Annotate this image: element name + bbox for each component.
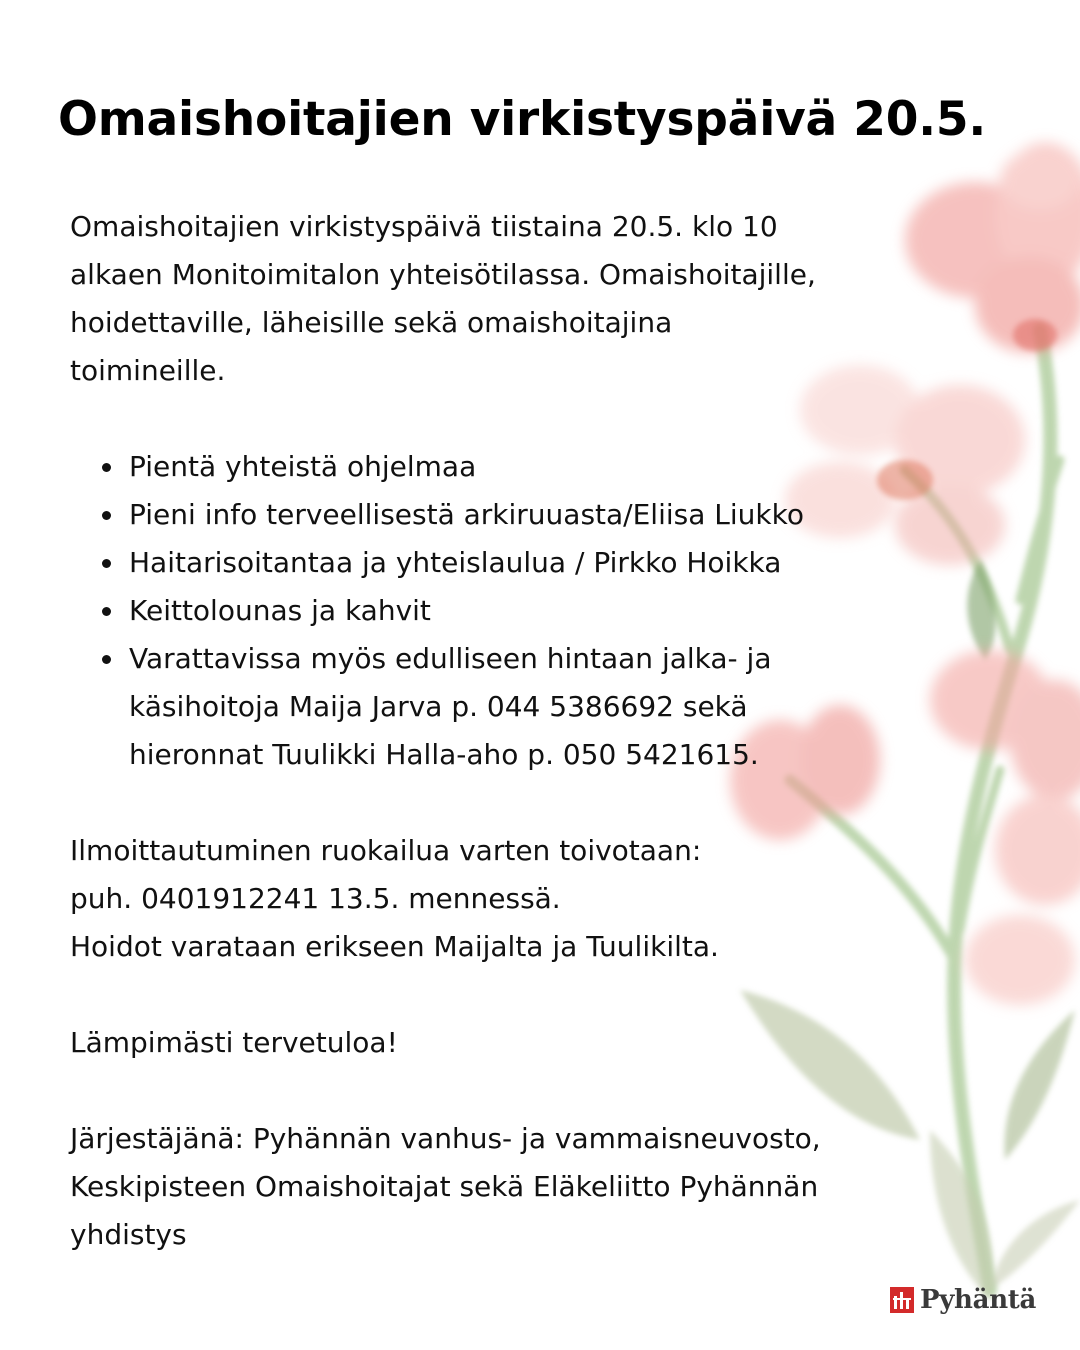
registration-line: puh. 0401912241 13.5. mennessä. bbox=[70, 882, 561, 915]
spacer bbox=[70, 1067, 970, 1115]
intro-line: alkaen Monitoimitalon yhteisötilassa. Omaishoitajille, bbox=[70, 258, 816, 291]
program-item bbox=[70, 635, 970, 779]
registration-paragraph bbox=[70, 827, 970, 971]
program-item-text: käsihoitoja Maija Jarva p. 044 5386692 sekä bbox=[129, 690, 748, 723]
page-title: Omaishoitajien virkistyspäivä 20.5. bbox=[58, 92, 987, 147]
program-list bbox=[70, 443, 970, 779]
organizer-line: Keskipisteen Omaishoitajat sekä Eläkeliitto Pyhännän bbox=[70, 1170, 819, 1203]
program-item-text: Pientä yhteistä ohjelmaa bbox=[129, 450, 477, 483]
spacer bbox=[70, 779, 970, 827]
program-item-text: Haitarisoitantaa ja yhteislaulua / Pirkko Hoikka bbox=[129, 546, 782, 579]
pyhanta-logo-mark-icon bbox=[890, 1287, 914, 1313]
organizer-paragraph bbox=[70, 1115, 970, 1259]
organizer-line: Järjestäjänä: Pyhännän vanhus- ja vammaisneuvosto, bbox=[70, 1122, 821, 1155]
intro-paragraph bbox=[70, 203, 930, 395]
program-item bbox=[70, 539, 970, 587]
intro-line: hoidettaville, läheisille sekä omaishoitajina bbox=[70, 306, 673, 339]
program-item bbox=[70, 443, 970, 491]
program-item-text: hieronnat Tuulikki Halla-aho p. 050 5421615. bbox=[129, 738, 759, 771]
program-item bbox=[70, 491, 970, 539]
welcome-text: Lämpimästi tervetuloa! bbox=[70, 1026, 398, 1059]
poster-content bbox=[70, 203, 970, 1259]
program-item bbox=[70, 587, 970, 635]
intro-line: toimineille. bbox=[70, 354, 226, 387]
spacer bbox=[70, 395, 970, 443]
registration-line: Ilmoittautuminen ruokailua varten toivotaan: bbox=[70, 834, 702, 867]
pyhanta-logo bbox=[890, 1285, 1036, 1315]
logo-text: Pyhäntä bbox=[920, 1285, 1037, 1315]
registration-line: Hoidot varataan erikseen Maijalta ja Tuulikilta. bbox=[70, 930, 719, 963]
intro-line: Omaishoitajien virkistyspäivä tiistaina 20.5. klo 10 bbox=[70, 210, 778, 243]
spacer bbox=[70, 971, 970, 1019]
program-item-text: Pieni info terveellisestä arkiruuasta/Eliisa Liukko bbox=[129, 498, 804, 531]
program-item-text: Keittolounas ja kahvit bbox=[129, 594, 431, 627]
program-item-text: Varattavissa myös edulliseen hintaan jalka- ja bbox=[129, 642, 772, 675]
organizer-line: yhdistys bbox=[70, 1218, 187, 1251]
